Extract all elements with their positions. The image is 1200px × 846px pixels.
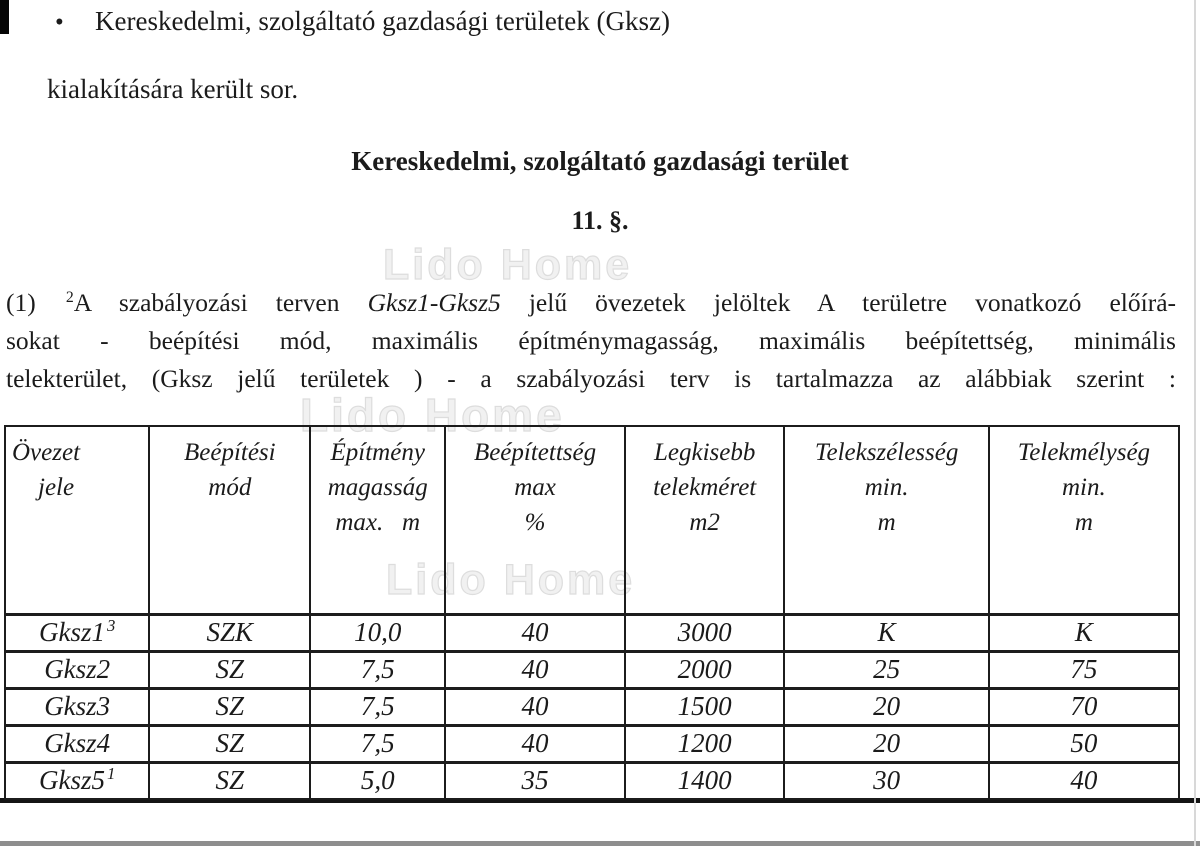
table-cell: 40 <box>445 725 625 762</box>
footnote-reference: 1 <box>107 764 116 784</box>
table-cell: 7,5 <box>310 651 445 688</box>
bullet-item-text: Kereskedelmi, szolgáltató gazdasági területek (Gksz) <box>95 6 671 36</box>
column-header-line: Telekmélység <box>1017 439 1151 466</box>
table-cell: 7,5 <box>310 688 445 725</box>
column-header-7 <box>989 426 1179 614</box>
scan-artifact-top-left <box>0 0 9 34</box>
column-header-line: % <box>524 509 546 536</box>
column-header-1 <box>5 426 149 614</box>
zone-cell <box>5 651 149 688</box>
table-cell: 40 <box>445 651 625 688</box>
column-header-line: max. m <box>335 509 421 536</box>
column-header-2 <box>149 426 310 614</box>
table-header <box>5 426 1179 614</box>
zone-label: Gksz2 <box>44 654 111 684</box>
watermark: Lido Home <box>300 389 565 441</box>
table-cell: 40 <box>445 614 625 651</box>
table-cell: SZ <box>149 688 310 725</box>
column-header-line: jele <box>38 474 75 501</box>
bullet-list-item <box>55 6 670 37</box>
column-header-3 <box>310 426 445 614</box>
table-cell: 40 <box>989 762 1179 799</box>
table-cell: 40 <box>445 688 625 725</box>
column-header-line: Övezet <box>12 439 81 466</box>
table-cell: 30 <box>784 762 988 799</box>
table-row <box>5 725 1179 762</box>
paragraph-line <box>6 360 1176 398</box>
column-header-line: min. <box>1062 474 1106 501</box>
column-header-4 <box>445 426 625 614</box>
zone-cell <box>5 762 149 799</box>
column-header-line: Beépítési <box>183 439 276 466</box>
table-cell: 70 <box>989 688 1179 725</box>
table-cell: 75 <box>989 651 1179 688</box>
column-header-line: m2 <box>689 509 720 536</box>
zone-range-text: Gksz1-Gksz5 <box>367 288 501 317</box>
column-header-line: Telekszélesség <box>814 439 959 466</box>
column-header-line: min. <box>864 474 909 501</box>
zone-label: Gksz3 <box>44 691 111 721</box>
column-header-line: Beépítettség <box>473 439 597 466</box>
table-cell: SZ <box>149 762 310 799</box>
column-header-line: magasság <box>327 474 428 501</box>
zone-cell <box>5 725 149 762</box>
scan-artifact-bottom-bar <box>0 841 1200 846</box>
table-cell: 3000 <box>625 614 785 651</box>
table-cell: 1500 <box>625 688 785 725</box>
paragraph-text: telekterület, (Gksz jelű területek ) - a szabályozási terv is tartalmazza az alábbiak szerint : <box>6 364 1176 393</box>
zone-cell <box>5 688 149 725</box>
table-cell: SZ <box>149 725 310 762</box>
bullet-icon: • <box>55 9 64 36</box>
footnote-reference: 2 <box>65 288 74 306</box>
column-header-line: m <box>877 509 896 536</box>
column-header-line: mód <box>208 474 252 501</box>
table-row <box>5 614 1179 651</box>
table-cell: 50 <box>989 725 1179 762</box>
column-header-line: Legkisebb <box>653 439 756 466</box>
zone-label: Gksz1 <box>39 617 105 647</box>
table-row <box>5 762 1179 799</box>
section-title: Kereskedelmi, szolgáltató gazdasági terület <box>351 146 849 176</box>
column-header-line: telekméret <box>653 474 757 501</box>
table-cell: SZK <box>149 614 310 651</box>
scan-artifact-right-edge <box>1194 0 1196 846</box>
zone-cell <box>5 614 149 651</box>
section-number: 11. §. <box>571 206 629 235</box>
table-cell: 35 <box>445 762 625 799</box>
column-header-line: m <box>1074 509 1093 536</box>
watermark: Lido Home <box>383 241 633 289</box>
table-body <box>5 614 1179 799</box>
paragraph-text: jelű övezetek jelöltek A területre vonatkozó előírá- <box>500 288 1177 317</box>
table-cell: K <box>784 614 988 651</box>
paragraph-1 <box>6 284 1176 398</box>
zone-label: Gksz5 <box>39 765 105 796</box>
paragraph-text: A szabályozási terven <box>73 288 368 317</box>
zoning-parameters-table <box>4 425 1180 800</box>
table-cell: 1200 <box>625 725 785 762</box>
table-cell: 20 <box>784 688 988 725</box>
table-row <box>5 651 1179 688</box>
column-header-line: Építmény <box>330 439 425 466</box>
paragraph-line <box>6 322 1176 360</box>
table-cell: 5,0 <box>310 762 445 799</box>
paragraph-number: (1) <box>6 288 64 317</box>
table-cell: 1400 <box>625 762 785 799</box>
watermark: Lido Home <box>386 556 636 604</box>
table-cell: 10,0 <box>310 614 445 651</box>
table-header-row <box>5 426 1179 614</box>
paragraph-line <box>6 284 1176 322</box>
table-cell: 25 <box>784 651 988 688</box>
table-cell: 2000 <box>625 651 785 688</box>
footnote-reference: 3 <box>107 616 116 635</box>
column-header-5 <box>625 426 785 614</box>
table-cell: 7,5 <box>310 725 445 762</box>
intro-line: kialakítására került sor. <box>47 74 299 104</box>
zone-label: Gksz4 <box>44 728 111 758</box>
table-cell: SZ <box>149 651 310 688</box>
table-cell: K <box>989 614 1179 651</box>
table-cell: 20 <box>784 725 988 762</box>
column-header-line: max <box>514 474 556 501</box>
table-row <box>5 688 1179 725</box>
column-header-6 <box>784 426 988 614</box>
paragraph-text: sokat - beépítési mód, maximális építménymagasság, maximális beépítettség, minimális <box>6 326 1176 355</box>
